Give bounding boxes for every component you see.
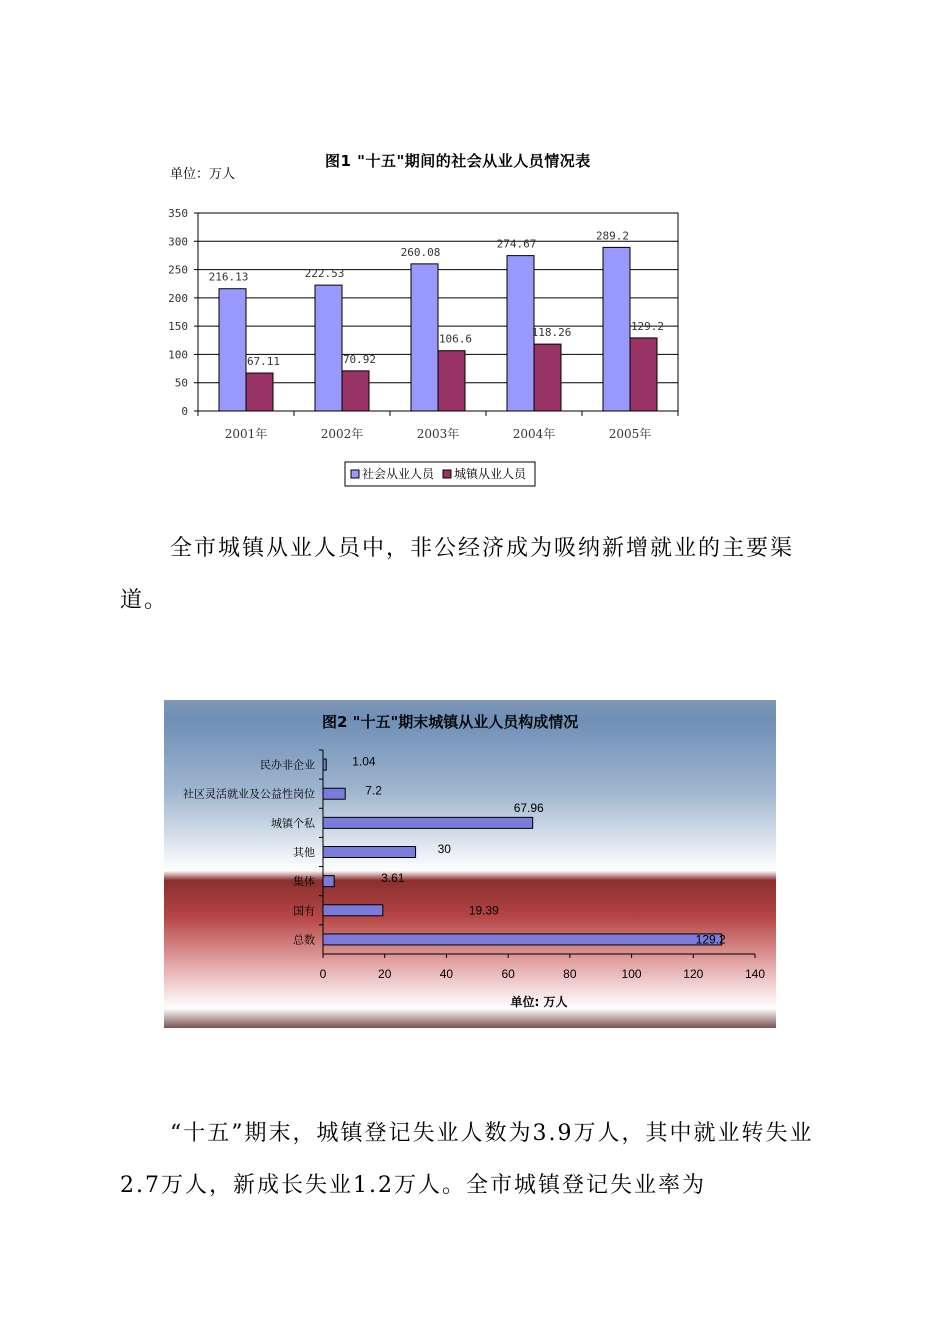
bar-social <box>411 264 438 411</box>
y-tick-label: 350 <box>168 207 188 220</box>
bar <box>323 817 533 828</box>
figure1-chart <box>150 140 710 500</box>
y-tick-label: 50 <box>174 376 188 390</box>
bar-social <box>507 256 534 411</box>
bar <box>323 847 416 858</box>
data-label: 222.53 <box>304 267 345 281</box>
bar-urban <box>246 373 273 411</box>
figure1-title: 图1 "十五"期间的社会从业人员情况表 <box>325 152 591 170</box>
y-tick-label: 0 <box>181 405 188 418</box>
data-label: 30 <box>437 842 451 856</box>
legend-swatch <box>351 470 359 478</box>
paragraph-2-text: “十五”期末，城镇登记失业人数为3.9万人，其中就业转失业2.7万人，新成长失业1.2万人。全市城镇登记失业率为 <box>120 1121 814 1198</box>
data-label: 70.92 <box>342 352 377 366</box>
data-label: 67.96 <box>513 800 544 815</box>
x-tick-label: 40 <box>439 967 454 981</box>
data-label: 289.2 <box>595 229 630 243</box>
y-tick-label: 总数 <box>293 933 315 947</box>
figure1-unit-label: 单位：万人 <box>170 167 236 182</box>
x-tick-label: 20 <box>378 967 392 981</box>
y-tick-label: 250 <box>168 263 188 277</box>
bar <box>323 759 326 770</box>
bar <box>323 788 345 799</box>
bar <box>323 905 383 916</box>
x-tick-label: 120 <box>683 967 704 981</box>
data-label: 1.04 <box>352 754 376 769</box>
x-axis-label: 单位: 万人 <box>510 995 568 1009</box>
y-tick-label: 100 <box>168 348 188 362</box>
bar-urban <box>630 338 657 411</box>
bar <box>323 876 334 887</box>
bar-urban <box>534 344 561 411</box>
paragraph-2 <box>120 1108 830 1212</box>
data-label: 118.26 <box>531 326 572 340</box>
bar-social <box>603 247 630 411</box>
x-tick-label: 80 <box>563 967 577 981</box>
data-label: 67.11 <box>246 355 281 369</box>
y-tick-label: 150 <box>168 320 188 334</box>
x-tick-label: 2005年 <box>608 427 652 441</box>
x-tick-label: 100 <box>621 967 642 981</box>
data-label: 3.61 <box>381 871 405 886</box>
x-tick-label: 140 <box>744 967 766 981</box>
x-tick-label: 2001年 <box>224 427 268 441</box>
figure2-chart <box>164 700 776 1028</box>
data-label: 19.39 <box>468 903 499 918</box>
data-label: 216.13 <box>208 270 249 284</box>
data-label: 7.2 <box>365 783 382 798</box>
bar-urban <box>438 351 465 411</box>
figure1-svg <box>150 140 710 500</box>
x-tick-label: 2003年 <box>416 427 460 441</box>
y-tick-label: 城镇个私 <box>271 816 315 830</box>
data-label: 274.67 <box>496 237 537 251</box>
y-tick-label: 300 <box>168 235 188 249</box>
y-tick-label: 民办非企业 <box>260 758 315 772</box>
data-label: 260.08 <box>400 245 441 259</box>
figure2-title: 图2 "十五"期末城镇从业人员构成情况 <box>322 713 579 731</box>
bar-social <box>315 285 342 411</box>
y-tick-label: 社区灵活就业及公益性岗位 <box>183 787 315 801</box>
x-tick-label: 2002年 <box>320 427 364 441</box>
paragraph-1 <box>120 523 830 627</box>
legend <box>345 462 535 486</box>
data-label: 129.2 <box>695 932 726 947</box>
bar <box>323 934 722 945</box>
legend-label: 社会从业人员 <box>362 467 435 481</box>
x-tick-label: 60 <box>501 967 515 981</box>
data-label: 106.6 <box>438 332 473 346</box>
paragraph-1-text: 全市城镇从业人员中，非公经济成为吸纳新增就业的主要渠道。 <box>120 536 795 613</box>
bar-social <box>219 289 246 411</box>
y-tick-label: 其他 <box>293 846 315 859</box>
y-tick-label: 国有 <box>293 904 315 918</box>
x-tick-label: 0 <box>319 967 327 981</box>
y-tick-label: 集体 <box>293 875 315 889</box>
legend-label: 城镇从业人员 <box>454 467 527 481</box>
y-tick-label: 200 <box>168 291 188 305</box>
legend-swatch <box>443 470 451 478</box>
figure2-svg <box>164 700 776 1028</box>
data-label: 129.2 <box>630 319 665 333</box>
bar-urban <box>342 371 369 411</box>
x-tick-label: 2004年 <box>512 427 556 441</box>
